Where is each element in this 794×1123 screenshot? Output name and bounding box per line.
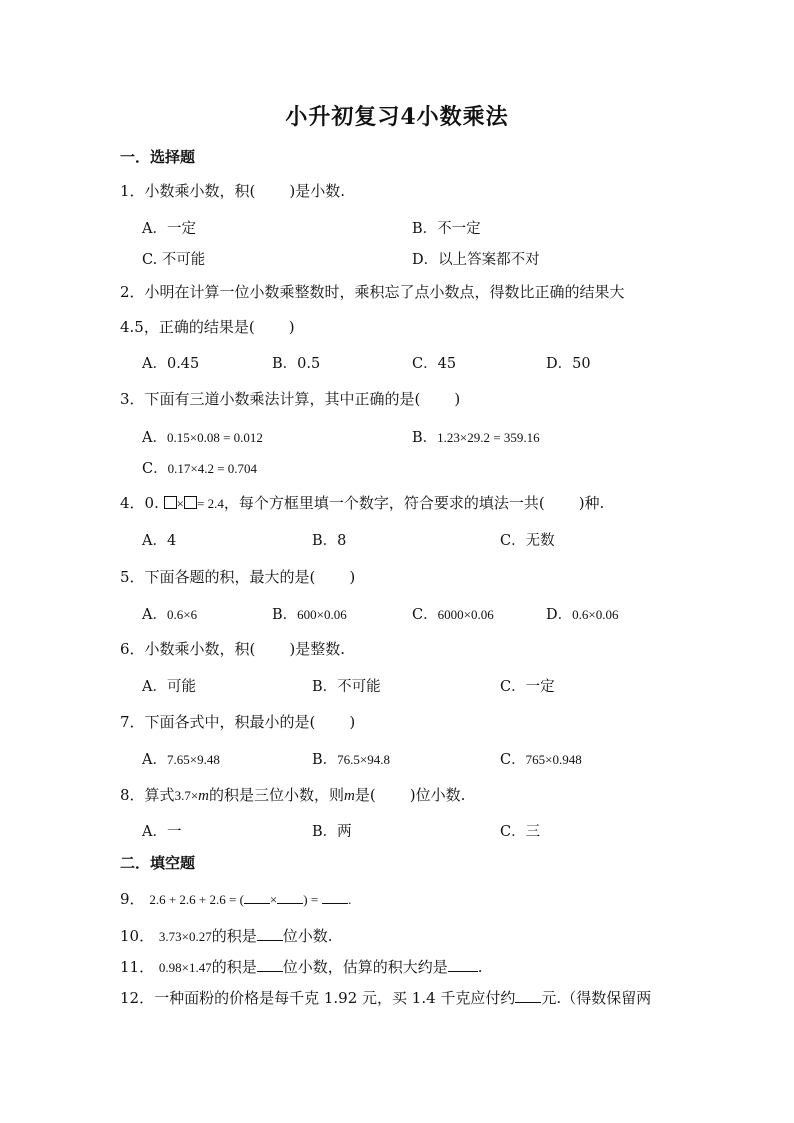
- option-d[interactable]: [546, 603, 618, 624]
- question-8: [120, 784, 465, 805]
- question-12: [120, 987, 651, 1008]
- option-math: 76.5×94.8: [337, 752, 390, 767]
- option-label: C．: [500, 752, 526, 768]
- question-text: 下面有三道小数乘法计算，其中正确的是(: [144, 390, 421, 408]
- question-text: 小数乘小数，积(: [144, 640, 256, 658]
- option-b[interactable]: [312, 748, 390, 769]
- question-text: 小数乘小数，积(: [144, 182, 256, 200]
- question-text: 元.（得数保留两: [541, 989, 652, 1007]
- question-text: )种.: [578, 494, 605, 512]
- equation-result: = 2.4: [196, 496, 224, 511]
- option-math: 0.17×4.2 = 0.704: [167, 461, 258, 476]
- question-text: 位小数，估算的积大约是: [282, 958, 448, 976]
- question-number: 3．: [120, 390, 145, 408]
- option-math: 1.23×29.2 = 359.16: [437, 430, 540, 445]
- option-a[interactable]: A．可能: [142, 679, 196, 695]
- option-c[interactable]: C．45: [412, 356, 457, 372]
- times-sign: ×: [176, 496, 184, 511]
- question-text: ): [349, 713, 356, 731]
- question-text: 的积是: [211, 958, 257, 976]
- question-text: 算式: [144, 786, 175, 804]
- question-4: [120, 492, 604, 513]
- option-label: B．: [412, 430, 438, 446]
- question-number: 12．: [120, 989, 155, 1007]
- times-sign: ×: [269, 892, 278, 907]
- option-b[interactable]: [272, 603, 347, 624]
- section-heading-fill: 二．填空题: [120, 854, 196, 872]
- option-c[interactable]: C. 不可能: [142, 252, 206, 268]
- question-number: 8．: [120, 786, 145, 804]
- option-label: B．: [312, 752, 338, 768]
- expression: 3.7×: [174, 788, 199, 803]
- expression: 2.6 + 2.6 + 2.6 = (: [149, 892, 244, 907]
- option-math: 6000×0.06: [437, 607, 494, 622]
- answer-blank[interactable]: [515, 988, 541, 1003]
- question-number: 11．: [120, 958, 155, 976]
- option-b[interactable]: B．两: [312, 824, 352, 840]
- question-text: 是(: [354, 786, 376, 804]
- question-6: [120, 638, 345, 659]
- question-text: ): [454, 390, 461, 408]
- option-c[interactable]: [142, 457, 257, 478]
- page-title: 小升初复习4小数乘法: [285, 104, 509, 130]
- answer-blank[interactable]: [322, 889, 348, 904]
- option-b[interactable]: B．8: [312, 533, 347, 549]
- option-c[interactable]: [500, 748, 582, 769]
- question-5: [120, 566, 355, 587]
- option-math: 0.6×0.06: [572, 607, 619, 622]
- question-number: 6．: [120, 640, 145, 658]
- expression: ) =: [303, 892, 319, 907]
- question-2: [120, 281, 625, 302]
- question-text: 的积是三位小数，则: [209, 786, 345, 804]
- question-9: [120, 888, 351, 909]
- question-text: )是小数.: [289, 182, 346, 200]
- answer-blank[interactable]: [277, 889, 303, 904]
- section-heading-choice: 一．选择题: [120, 148, 196, 166]
- option-c[interactable]: C．一定: [500, 679, 555, 695]
- expression: 3.73×0.27: [158, 929, 212, 944]
- question-text: 0.: [144, 494, 159, 512]
- option-math: 0.6×6: [166, 607, 198, 622]
- question-text: 位小数.: [282, 927, 333, 945]
- option-a[interactable]: [142, 748, 220, 769]
- question-text: )是整数.: [289, 640, 346, 658]
- question-text: 的积是: [211, 927, 257, 945]
- option-math: 0.15×0.08 = 0.012: [166, 430, 263, 445]
- answer-blank[interactable]: [257, 926, 283, 941]
- question-number: 4．: [120, 494, 145, 512]
- digit-box[interactable]: [184, 496, 197, 509]
- option-a[interactable]: A．4: [142, 533, 177, 549]
- variable-m: m: [198, 788, 209, 804]
- question-number: 1．: [120, 182, 145, 200]
- question-text: ): [349, 568, 356, 586]
- option-math: 765×0.948: [525, 752, 582, 767]
- question-text: ，每个方框里填一个数字，符合要求的填法一共(: [223, 494, 545, 512]
- option-math: 7.65×9.48: [166, 752, 220, 767]
- option-b[interactable]: B．不一定: [412, 221, 481, 237]
- question-3: [120, 388, 460, 409]
- option-a[interactable]: [142, 603, 197, 624]
- question-2-line2: [120, 316, 295, 337]
- question-7: [120, 711, 355, 732]
- option-a[interactable]: A．一定: [142, 221, 196, 237]
- question-text: 一种面粉的价格是每千克 1.92 元，买 1.4 千克应付约: [154, 989, 516, 1007]
- variable-m: m: [344, 788, 355, 804]
- option-label: A．: [142, 607, 167, 623]
- answer-blank[interactable]: [257, 957, 283, 972]
- option-c[interactable]: C．无数: [500, 533, 555, 549]
- option-label: D．: [546, 607, 573, 623]
- option-c[interactable]: C．三: [500, 824, 541, 840]
- option-math: 600×0.06: [297, 607, 347, 622]
- option-a[interactable]: A．一: [142, 824, 182, 840]
- question-10: [120, 925, 333, 946]
- question-number: 5．: [120, 568, 145, 586]
- question-number: 7．: [120, 713, 145, 731]
- question-1: [120, 180, 345, 201]
- option-d[interactable]: D．以上答案都不对: [412, 252, 540, 268]
- question-number: 10．: [120, 927, 155, 945]
- question-text: 下面各式中，积最小的是(: [144, 713, 316, 731]
- option-label: A．: [142, 752, 167, 768]
- digit-box[interactable]: [164, 496, 177, 509]
- question-11: [120, 956, 483, 977]
- question-text: 4.5，正确的结果是(: [120, 318, 255, 336]
- expression: 0.98×1.47: [158, 960, 212, 975]
- option-label: C．: [142, 461, 168, 477]
- option-a[interactable]: A．0.45: [142, 356, 200, 372]
- option-d[interactable]: D．50: [546, 356, 591, 372]
- question-text: ): [288, 318, 295, 336]
- question-text: )位小数.: [409, 786, 466, 804]
- period: .: [348, 892, 352, 907]
- answer-blank[interactable]: [244, 889, 270, 904]
- option-b[interactable]: [412, 426, 540, 447]
- question-text: 下面各题的积，最大的是(: [144, 568, 316, 586]
- option-b[interactable]: B．0.5: [272, 356, 321, 372]
- option-label: A．: [142, 430, 167, 446]
- question-number: 2．: [120, 283, 145, 301]
- question-text: .: [477, 958, 483, 976]
- answer-blank[interactable]: [448, 957, 478, 972]
- option-label: B．: [272, 607, 298, 623]
- question-number: 9．: [120, 890, 145, 908]
- option-a[interactable]: [142, 426, 263, 447]
- option-c[interactable]: [412, 603, 494, 624]
- option-b[interactable]: B．不可能: [312, 679, 381, 695]
- option-label: C．: [412, 607, 438, 623]
- question-text: 小明在计算一位小数乘整数时，乘积忘了点小数点，得数比正确的结果大: [144, 283, 625, 301]
